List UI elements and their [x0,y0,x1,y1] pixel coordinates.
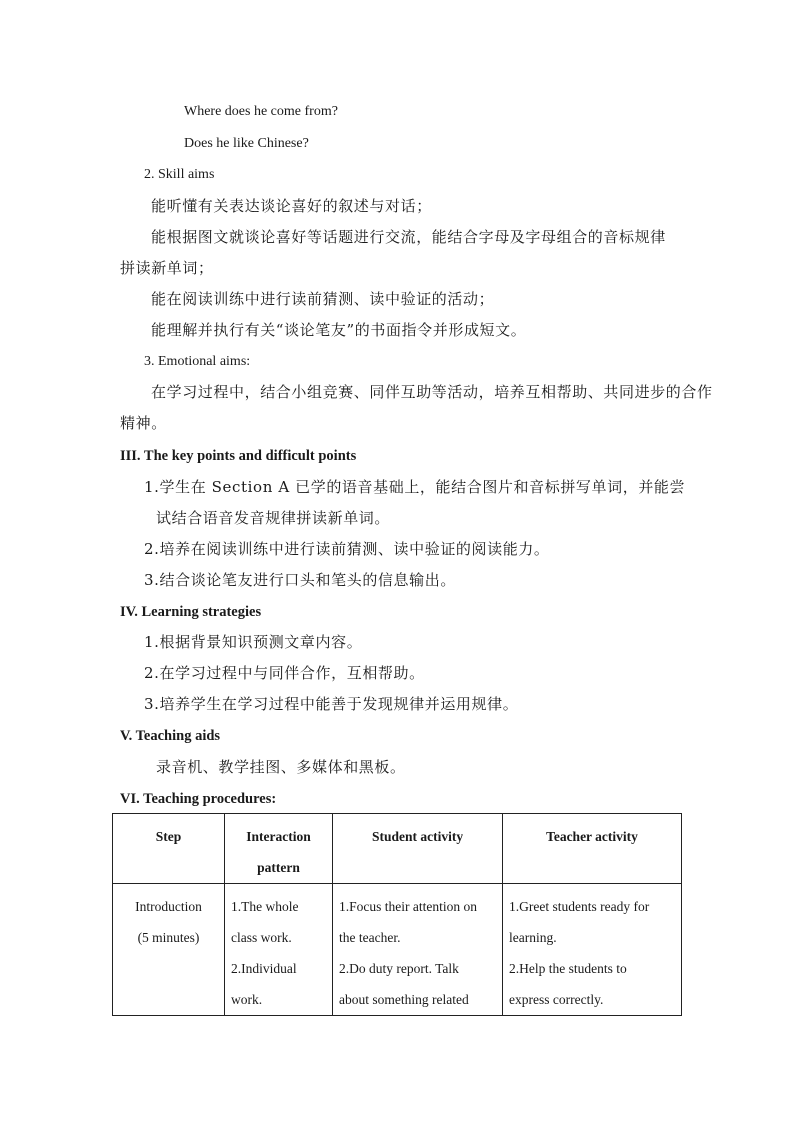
learning-strategy-item: 3.培养学生在学习过程中能善于发现规律并运用规律。 [144,695,519,713]
cell-line: work. [231,992,263,1007]
teaching-aids-text: 录音机、教学挂图、多媒体和黑板。 [156,758,406,776]
cell-line: express correctly. [509,992,604,1007]
header-line: pattern [257,860,300,875]
column-header-interaction-pattern [225,814,333,884]
cell-line: Introduction [135,899,202,914]
cell-line: 1.The whole [231,899,299,914]
cell-line: 2.Individual [231,961,297,976]
cell-line: 2.Help the students to [509,961,627,976]
cell-line: 1.Greet students ready for [509,899,650,914]
column-header-student-activity [333,814,503,884]
key-points-heading: III. The key points and difficult points [120,448,357,464]
cell-line: learning. [509,930,557,945]
skill-aim-item: 能在阅读训练中进行读前猜测、读中验证的活动； [151,290,495,308]
header-line: Interaction [246,829,311,844]
emotional-aims-text-continuation: 精神。 [120,414,167,432]
column-header-teacher-activity [503,814,682,884]
cell-line: about something related [339,992,469,1007]
cell-interaction-pattern [225,884,333,1016]
teaching-procedures-table [112,813,682,1016]
learning-strategy-item: 1.根据背景知识预测文章内容。 [144,633,363,651]
skill-aim-item: 能听懂有关表达谈论喜好的叙述与对话； [151,197,432,215]
learning-strategy-item: 2.在学习过程中与同伴合作，互相帮助。 [144,664,425,682]
cell-line: 1.Focus their attention on [339,899,477,914]
header-line: Teacher activity [546,829,638,844]
cell-step [113,884,225,1016]
cell-line: 2.Do duty report. Talk [339,961,459,976]
knowledge-question-1: Where does he come from? [184,104,338,119]
skill-aim-item: 能理解并执行有关“谈论笔友”的书面指令并形成短文。 [151,321,527,339]
header-line: Student activity [371,829,464,844]
table-row [113,884,682,1016]
cell-line: class work. [231,930,292,945]
cell-line: the teacher. [339,930,401,945]
cell-line: (5 minutes) [137,930,200,945]
emotional-aims-text: 在学习过程中，结合小组竞赛、同伴互助等活动，培养互相帮助、共同进步的合作 [151,383,713,401]
key-point-item: 2.培养在阅读训练中进行读前猜测、读中验证的阅读能力。 [144,540,550,558]
header-line: Step [155,829,182,844]
cell-teacher-activity [503,884,682,1016]
teaching-aids-heading: V. Teaching aids [120,728,221,744]
skill-aims-heading: 2. Skill aims [144,167,215,182]
teaching-procedures-heading: VI. Teaching procedures: [120,791,277,807]
skill-aim-item: 能根据图文就谈论喜好等话题进行交流，能结合字母及字母组合的音标规律 [151,228,666,246]
table-header-row [113,814,682,884]
key-point-item: 3.结合谈论笔友进行口头和笔头的信息输出。 [144,571,456,589]
skill-aim-item-continuation: 拼读新单词； [120,259,214,277]
key-point-item-continuation: 试结合语音发音规律拼读新单词。 [156,509,391,527]
column-header-step [113,814,225,884]
learning-strategies-heading: IV. Learning strategies [120,604,262,620]
cell-student-activity [333,884,503,1016]
key-point-item: 1.学生在 Section A 已学的语音基础上，能结合图片和音标拼写单词，并能尝 [144,478,686,496]
emotional-aims-heading: 3. Emotional aims: [144,354,251,369]
knowledge-question-2: Does he like Chinese? [184,136,309,151]
